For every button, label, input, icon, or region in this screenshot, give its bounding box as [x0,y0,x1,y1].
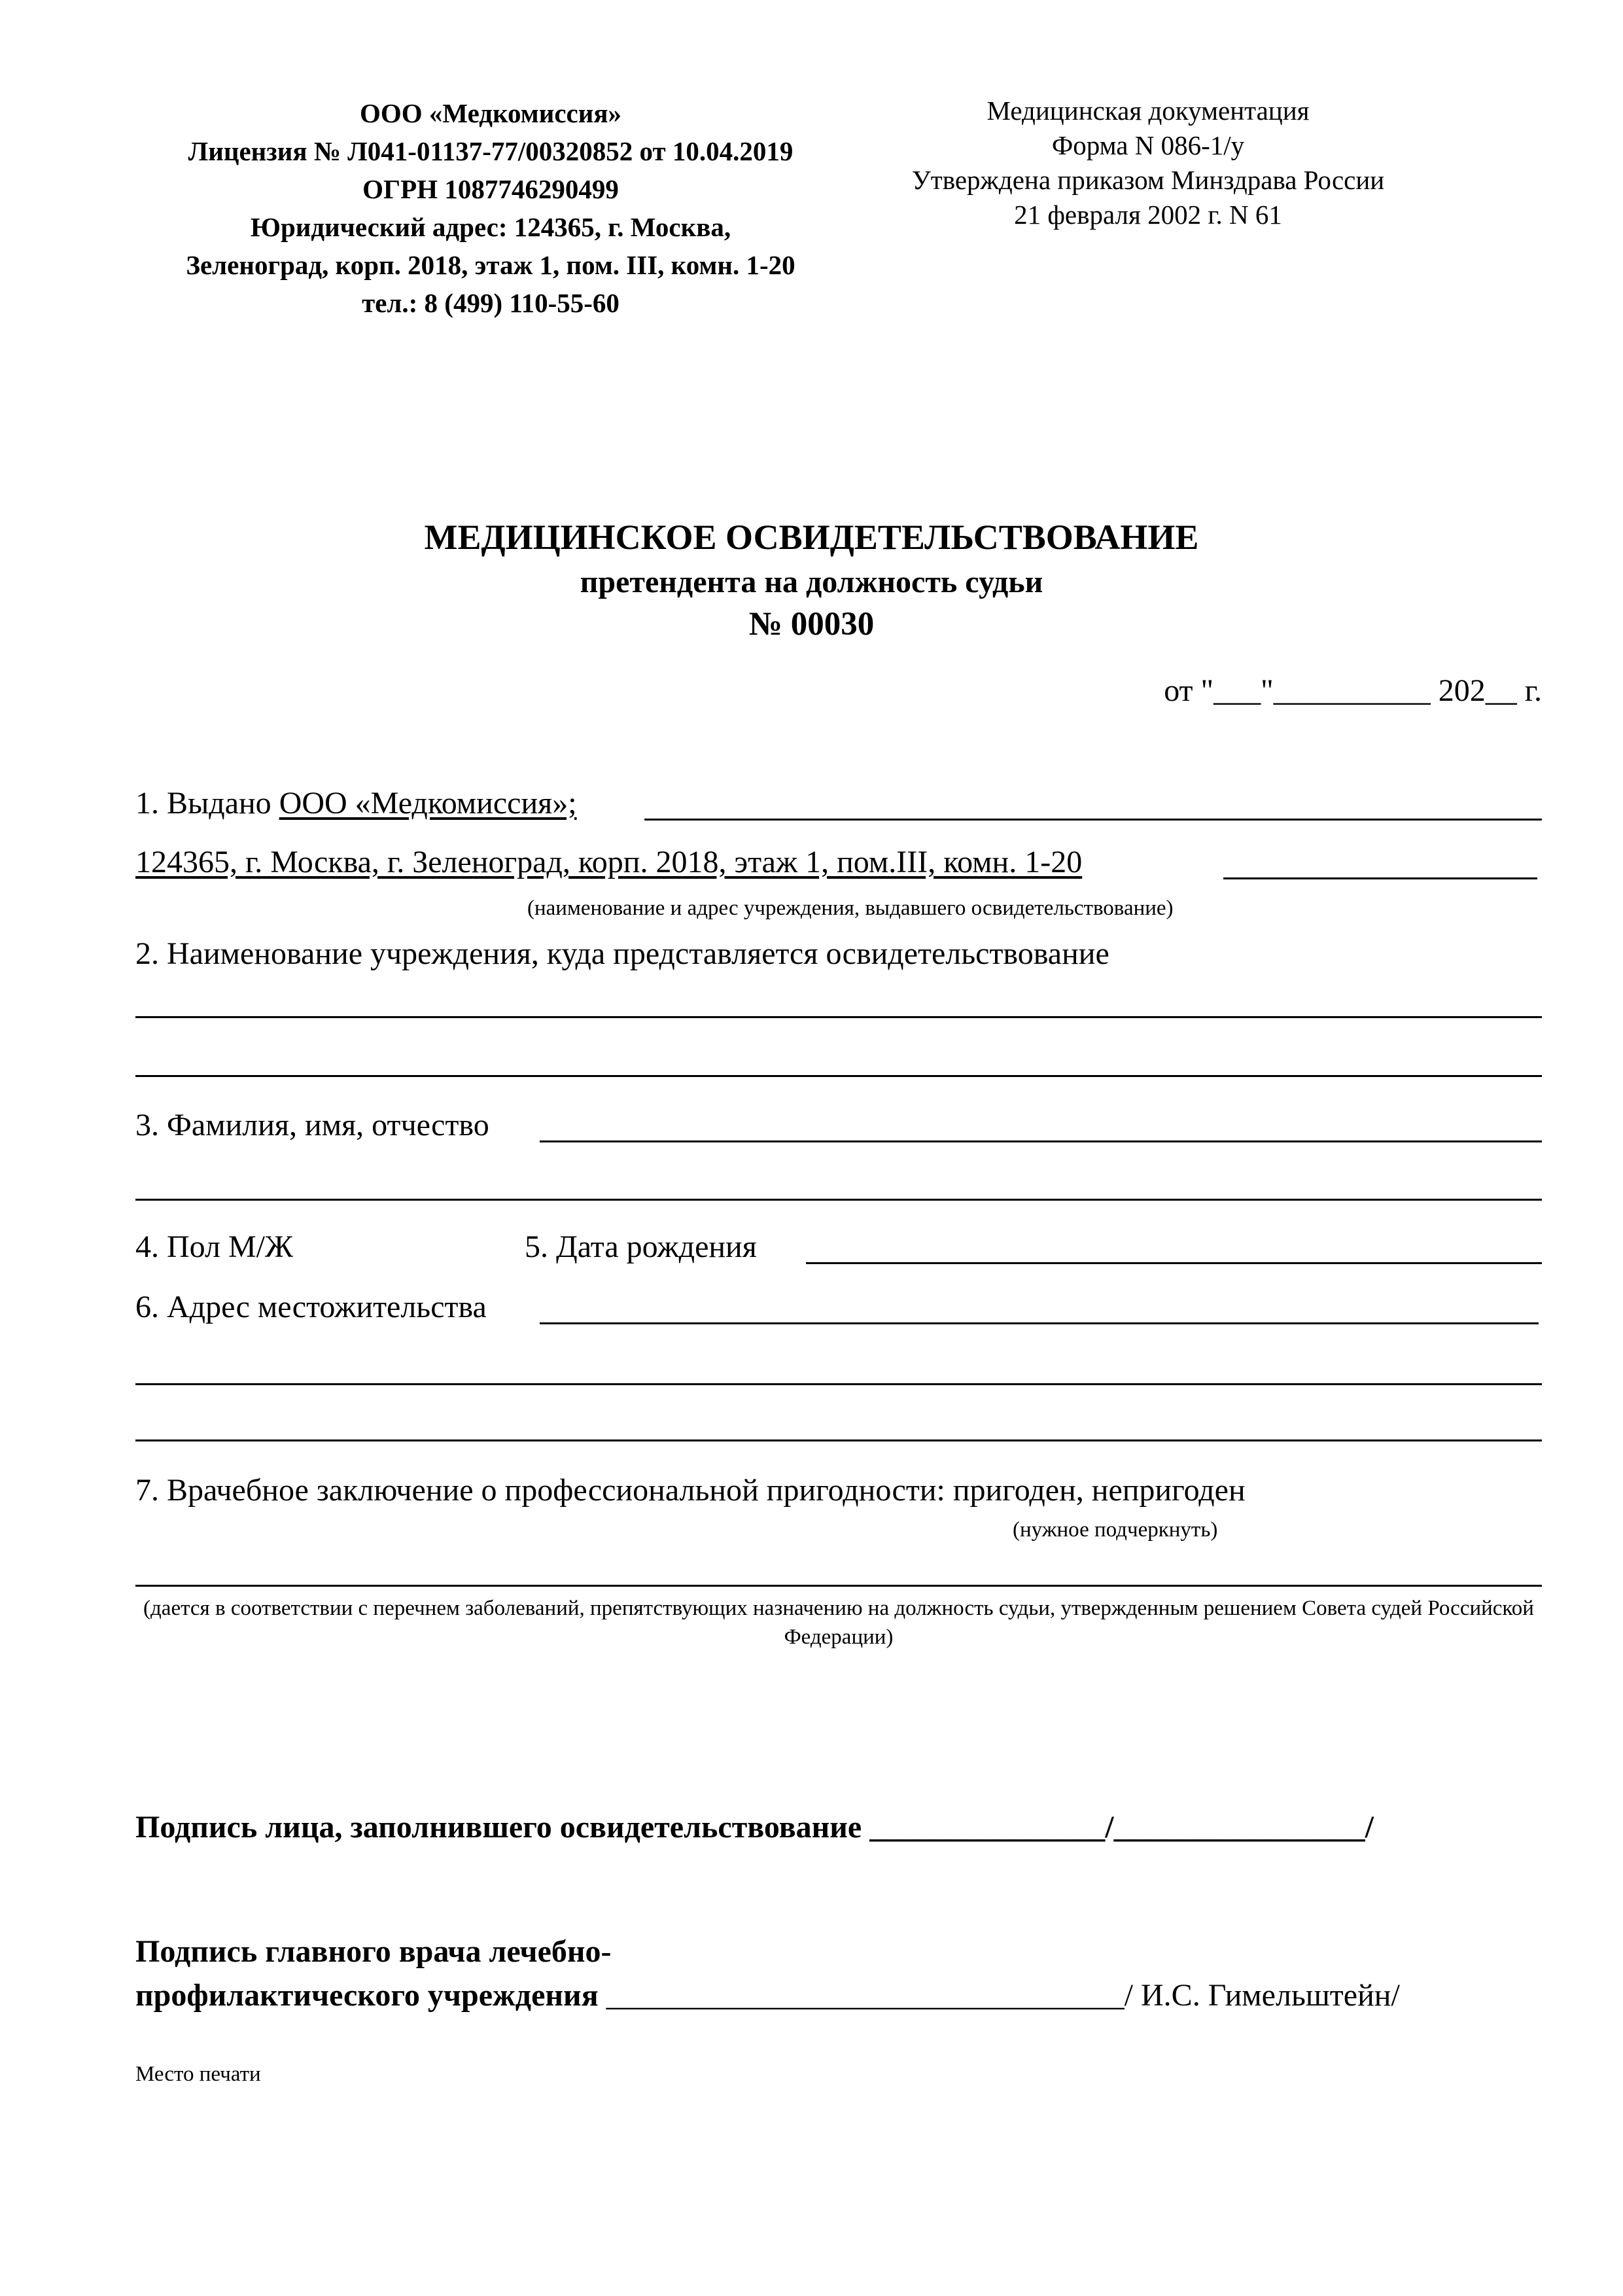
item1-fill-line[interactable] [644,819,1542,821]
item1-address-fill-line[interactable] [1223,877,1537,879]
item3-fill-line-2[interactable] [135,1199,1542,1201]
document-subtitle: претендента на должность судьи [580,565,1043,599]
chief-signature-blank[interactable]: _________________________________/ [606,1978,1134,2013]
document-number: № 00030 [748,606,875,643]
org-license: Лицензия № Л041-01137-77/00320852 от 10.04.2019 [188,136,794,166]
item5-fill-line[interactable] [806,1262,1542,1264]
filler-signature-row [135,1809,1374,1845]
org-address-line1: Юридический адрес: 124365, г. Москва, [250,212,731,242]
item2-fill-line-1[interactable] [135,1016,1542,1018]
item3-fill-line-1[interactable] [540,1140,1542,1142]
item6-fill-line-2[interactable] [135,1383,1542,1385]
item7-note: (дается в соответствии с перечнем заболеваний, препятствующих назначению на должность судьи, утвержденным решением Совета судей Российской Федерации) [143,1597,1534,1649]
org-ogrn: ОГРН 1087746290499 [362,174,619,204]
item7-caption: (нужное подчеркнуть) [1013,1518,1218,1542]
org-name: ООО «Медкомиссия» [359,98,622,128]
form-info-line3: Утверждена приказом Минздрава России [911,165,1385,195]
item7-label: 7. Врачебное заключение о профессиональной пригодности: пригоден, непригоден [135,1473,1246,1508]
form-info-line4: 21 февраля 2002 г. N 61 [1014,200,1282,230]
item6-label: 6. Адрес местожительства [135,1290,487,1324]
item7-fill-line[interactable] [135,1585,1542,1587]
form-info [844,94,1452,232]
item1-value: ООО «Медкомиссия»; [279,786,577,821]
item1-caption: (наименование и адрес учреждения, выдавшего освидетельствование) [527,896,1174,920]
filler-signature-blank[interactable]: _______________/________________/ [869,1810,1374,1845]
stamp-place: Место печати [135,2062,261,2086]
chief-name: И.С. Гимельштейн/ [1133,1978,1400,2013]
chief-signature-label-line1: Подпись главного врача лечебно- [135,1934,612,1969]
chief-signature-row [135,1977,1400,2013]
item4-label: 4. Пол М/Ж [135,1229,294,1264]
item6-fill-line-1[interactable] [540,1322,1539,1324]
item2-label: 2. Наименование учреждения, куда представляется освидетельствование [135,936,1109,971]
filler-signature-label: Подпись лица, заполнившего освидетельствование [135,1810,862,1845]
form-info-line2: Форма N 086-1/у [1051,130,1245,160]
org-phone: тел.: 8 (499) 110-55-60 [362,288,620,318]
document-title: МЕДИЦИНСКОЕ ОСВИДЕТЕЛЬСТВОВАНИЕ [424,518,1199,557]
item1-row [135,785,577,821]
item5-label: 5. Дата рождения [525,1229,757,1264]
chief-signature-label-line2: профилактического учреждения [135,1978,599,2013]
item6-fill-line-3[interactable] [135,1439,1542,1441]
form-info-line1: Медицинская документация [986,96,1310,126]
item2-fill-line-2[interactable] [135,1075,1542,1077]
item3-label: 3. Фамилия, имя, отчество [135,1108,489,1142]
organization-header [131,94,850,322]
item1-label: 1. Выдано [135,786,279,821]
date-line: от "___"__________ 202__ г. [1164,673,1542,708]
item1-address: 124365, г. Москва, г. Зеленоград, корп. 2018, этаж 1, пом.III, комн. 1-20 [135,845,1083,879]
org-address-line2: Зеленоград, корп. 2018, этаж 1, пом. III, комн. 1-20 [186,250,795,280]
